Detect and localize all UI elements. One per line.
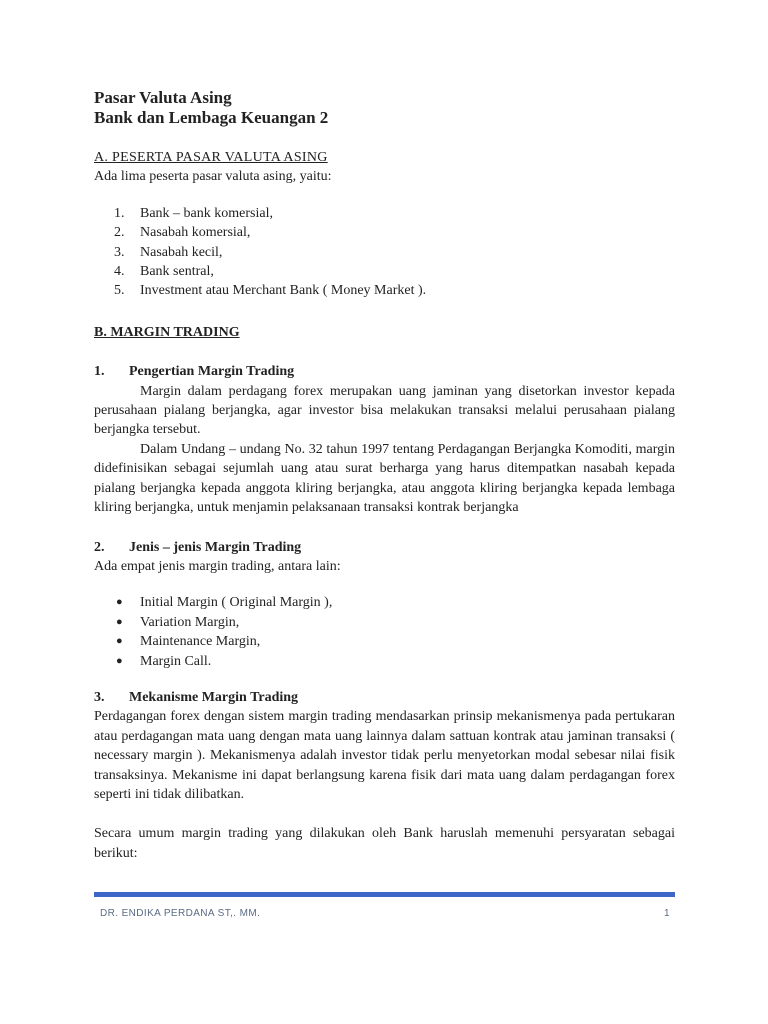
bullet-icon: ● <box>116 635 123 648</box>
page-number: 1 <box>664 908 670 919</box>
subsection-3-heading: 3. Mekanisme Margin Trading <box>94 689 299 705</box>
document-title-line1: Pasar Valuta Asing <box>94 88 232 107</box>
list-item: 3. Nasabah kecil, <box>114 244 223 260</box>
subsection-2-intro: Ada empat jenis margin trading, antara lain: <box>94 558 341 574</box>
section-b-heading: B. MARGIN TRADING <box>94 324 240 340</box>
list-item: 4. Bank sentral, <box>114 264 214 280</box>
list-item: ● Maintenance Margin, <box>94 632 675 651</box>
section-a-heading: A. PESERTA PASAR VALUTA ASING <box>94 150 328 165</box>
list-item: ● Initial Margin ( Original Margin ), <box>94 593 675 612</box>
section-a-intro: Ada lima peserta pasar valuta asing, yaitu: <box>94 169 332 185</box>
bullet-icon: ● <box>116 596 123 609</box>
footer-rule <box>94 892 675 897</box>
footer-author: DR. ENDIKA PERDANA ST,. MM. <box>100 908 261 919</box>
list-item: 5. Investment atau Merchant Bank ( Money Market ). <box>114 283 427 299</box>
subsection-1-heading: 1. Pengertian Margin Trading <box>94 364 295 380</box>
subsection-2-heading: 2. Jenis – jenis Margin Trading <box>94 539 302 555</box>
page-content <box>94 88 675 863</box>
margin-types-list <box>94 593 675 671</box>
list-item: ● Variation Margin, <box>94 613 675 632</box>
participants-list <box>94 204 675 301</box>
list-item: ● Margin Call. <box>94 652 675 671</box>
list-item: 1. Bank – bank komersial, <box>114 205 273 221</box>
paragraph: Margin dalam perdagang forex merupakan uang jaminan yang disetorkan investor kepada perusahaan pialang berjangka, agar investor bisa melakukan transaksi melalui perusahaan pialang berjangka tersebut. <box>94 383 675 438</box>
page-footer <box>100 908 670 919</box>
paragraph: Secara umum margin trading yang dilakukan oleh Bank haruslah memenuhi persyaratan sebagai berikut: <box>94 826 675 861</box>
document-title-line2: Bank dan Lembaga Keuangan 2 <box>94 108 329 127</box>
bullet-icon: ● <box>116 615 123 628</box>
list-item: 2. Nasabah komersial, <box>114 225 251 241</box>
paragraph: Dalam Undang – undang No. 32 tahun 1997 tentang Perdagangan Berjangka Komoditi, margin didefinisikan sebagai sejumlah uang atau surat berharga yang harus ditempatkan nasabah kepada pialang berjangka kepada anggota kliring berjangka, atau anggota kliring berjangka kepada lembaga kliring berjangka, untuk menjamin pelaksanaan transaksi kontrak berjangka <box>94 441 675 516</box>
bullet-icon: ● <box>116 654 123 667</box>
paragraph: Perdagangan forex dengan sistem margin trading mendasarkan prinsip mekanismenya pada pertukaran atau perdagangan mata uang dengan mata uang lainnya dalam sattuan kontrak atau jaminan transaksi ( necessary margin ). Mekanismenya adalah investor tidak perlu menyetorkan modal sebesar nilai fisik transaksinya. Mekanisme ini dapat berlangsung karena fisik dari mata uang dalam perdagangan forex seperti ini tidak dilibatkan. <box>94 709 675 802</box>
